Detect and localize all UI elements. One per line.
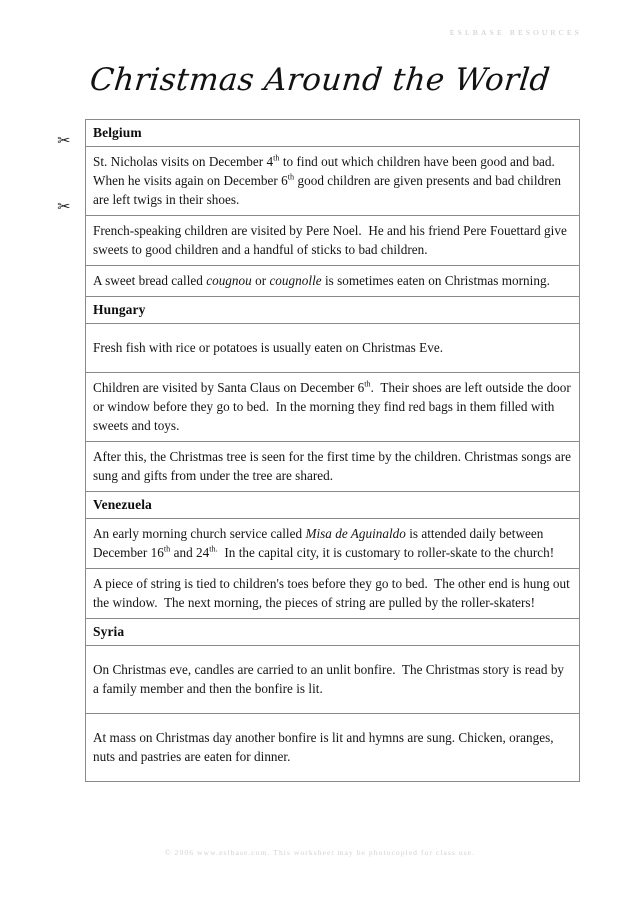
country-name: Syria	[93, 624, 125, 639]
fact-text: Fresh fish with rice or potatoes is usually eaten on Christmas Eve.	[93, 340, 444, 355]
fact-text: At mass on Christmas day another bonfire is lit and hymns are sung. Chicken, oranges, nuts and pastries are eaten for dinner.	[93, 730, 554, 764]
scissors-icon: ✂	[57, 199, 71, 215]
fact-row	[86, 714, 579, 781]
country-name: Hungary	[93, 302, 146, 317]
fact-text: A piece of string is tied to children's toes before they go to bed. The other end is hung out the window. The next morning, the pieces of string are pulled by the roller-skaters!	[93, 576, 570, 610]
fact-row	[86, 266, 579, 297]
country-header-row	[86, 619, 579, 646]
fact-row	[86, 569, 579, 619]
fact-text: A sweet bread called cougnou or cougnolle is sometimes eaten on Christmas morning.	[93, 273, 550, 288]
fact-row	[86, 324, 579, 373]
page-title: Christmas Around the World	[88, 62, 552, 98]
fact-row	[86, 442, 579, 492]
fact-row	[86, 519, 579, 569]
country-header-row	[86, 297, 579, 324]
fact-row	[86, 373, 579, 442]
country-name: Venezuela	[93, 497, 152, 512]
footer-copyright: © 2006 www.eslbase.com. This worksheet may be photocopied for class use.	[164, 848, 476, 857]
fact-row	[86, 147, 579, 216]
fact-text: St. Nicholas visits on December 4th to find out which children have been good and bad. When he visits again on December 6th good children are given presents and bad children are left twigs in their shoes.	[93, 153, 562, 207]
country-header-row	[86, 492, 579, 519]
fact-text: After this, the Christmas tree is seen for the first time by the children. Christmas songs are sung and gifts from under the tree are shared.	[93, 449, 571, 483]
country-header-row	[86, 120, 579, 147]
worksheet-table	[85, 119, 580, 782]
kicker-text: ESLBASE RESOURCES	[449, 28, 582, 37]
fact-text: On Christmas eve, candles are carried to an unlit bonfire. The Christmas story is read by a family member and then the bonfire is lit.	[93, 662, 565, 696]
fact-row	[86, 216, 579, 266]
fact-row	[86, 646, 579, 714]
fact-text: An early morning church service called Misa de Aguinaldo is attended daily between December 16th and $24^{th.}$ In the capital city, it is customary to roller-skate to the church!	[93, 526, 555, 560]
scissors-icon: ✂	[57, 133, 71, 149]
fact-text: Children are visited by Santa Claus on December 6th. Their shoes are left outside the door or window before they go to bed. In the morning they find red bags in them filled with sweets and toys.	[93, 379, 571, 433]
country-name: Belgium	[93, 125, 142, 140]
fact-text: French-speaking children are visited by Pere Noel. He and his friend Pere Fouettard give sweets to good children and a handful of sticks to bad children.	[93, 223, 567, 257]
